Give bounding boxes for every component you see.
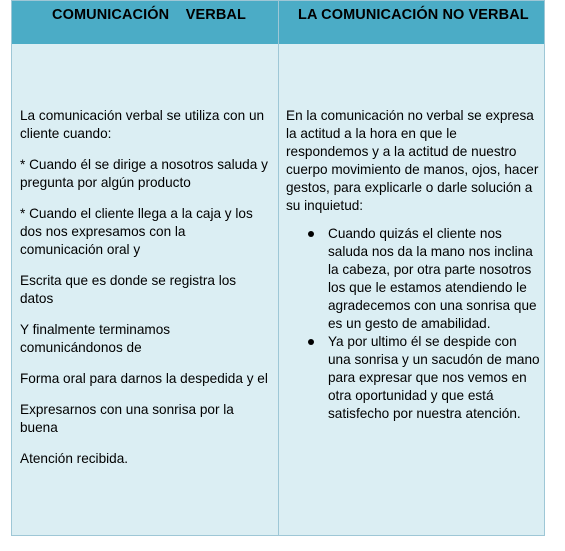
list-item-text: Ya por ultimo él se despide con una sonrisa y un sacudón de mano para expresar que nos vemos en otra oportunidad y que está satisfecho por nuestra atención. (328, 334, 540, 421)
list-item (286, 333, 542, 423)
verbal-paragraph: Atención recibida. (20, 451, 129, 466)
verbal-column (20, 107, 272, 481)
verbal-paragraph: * Cuando él se dirige a nosotros saluda y pregunta por algún producto (20, 157, 268, 190)
verbal-paragraph: Forma oral para darnos la despedida y el (20, 371, 268, 386)
no-verbal-bullet-list (286, 225, 542, 423)
verbal-paragraph: * Cuando el cliente llega a la caja y los dos nos expresamos con la comunicación oral y (20, 206, 253, 257)
column-divider (278, 1, 279, 535)
header-no-verbal: LA COMUNICACIÓN NO VERBAL (298, 7, 529, 23)
no-verbal-intro: En la comunicación no verbal se expresa la actitud a la hora en que le respondemos y a la actitud de nuestro cuerpo movimiento de manos, ojos, hacer gestos, para explicarle o darle solución a su inquietud: (286, 108, 539, 213)
verbal-paragraph: Y finalmente terminamos comunicándonos de (20, 322, 171, 355)
header-verbal: COMUNICACIÓN VERBAL (52, 7, 246, 23)
list-item-text: Cuando quizás el cliente nos saluda nos da la mano nos inclina la cabeza, por otra parte nosotros los que le estamos atendiendo le agradecemos con una sonrisa que es un gesto de amabilidad. (328, 226, 537, 331)
verbal-paragraph: Expresarnos con una sonrisa por la buena (20, 402, 234, 435)
comparison-table (11, 0, 545, 536)
verbal-paragraph: La comunicación verbal se utiliza con un cliente cuando: (20, 108, 265, 141)
no-verbal-column (286, 107, 542, 423)
bullet-dot-icon (308, 231, 314, 237)
bullet-dot-icon (308, 339, 314, 345)
verbal-paragraph: Escrita que es donde se registra los datos (20, 273, 237, 306)
list-item (286, 225, 542, 333)
